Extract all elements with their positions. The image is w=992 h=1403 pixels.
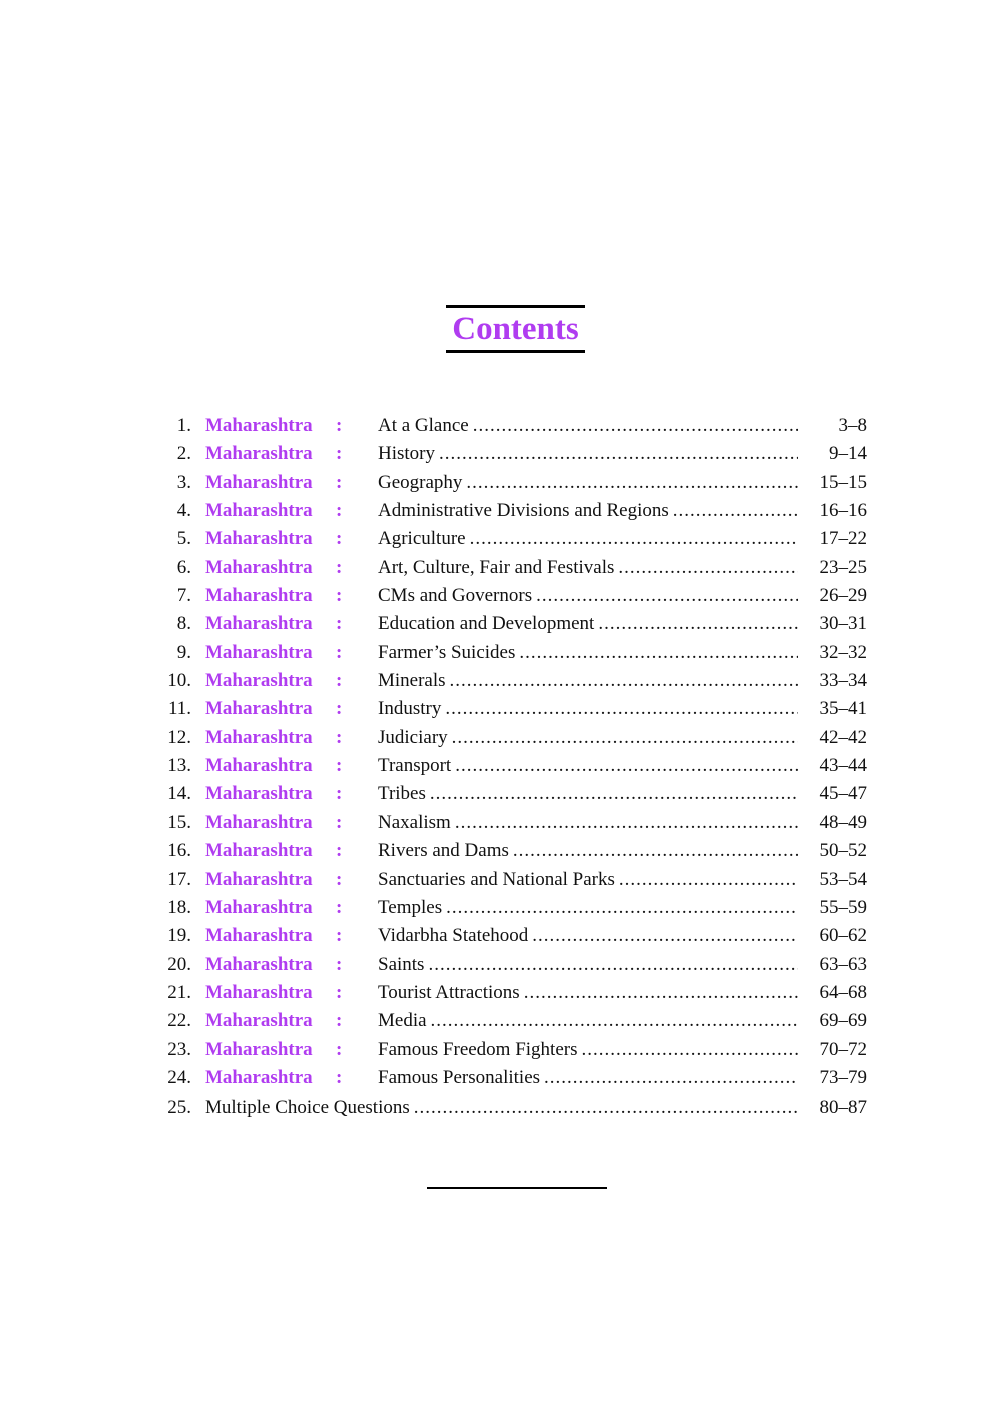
toc-page-range: 69–69 xyxy=(819,1010,867,1032)
toc-topic: Temples xyxy=(378,896,443,918)
toc-separator: : xyxy=(336,641,343,663)
toc-state-label: Maharashtra xyxy=(205,500,313,522)
toc-topic: Education and Development xyxy=(378,613,595,635)
toc-page-range: 43–44 xyxy=(819,755,867,777)
toc-row xyxy=(0,922,992,950)
toc-page-range: 80–87 xyxy=(819,1097,867,1119)
toc-entry xyxy=(205,1094,798,1122)
toc-state-label: Maharashtra xyxy=(205,868,313,890)
toc-topic: Minerals xyxy=(378,670,446,692)
toc-state-label: Maharashtra xyxy=(205,443,313,465)
toc-leader-dots xyxy=(445,695,798,723)
toc-topic: Industry xyxy=(378,698,442,720)
toc-entry xyxy=(378,1007,798,1035)
toc-item-number: 17. xyxy=(167,868,191,890)
toc-page-range: 32–32 xyxy=(819,641,867,663)
toc-topic: Judiciary xyxy=(378,726,448,748)
toc-separator: : xyxy=(336,471,343,493)
toc-page-range: 16–16 xyxy=(819,500,867,522)
toc-item-number: 6. xyxy=(176,556,191,578)
toc-row xyxy=(0,1064,992,1092)
toc-row xyxy=(0,979,992,1007)
toc-leader-dots xyxy=(532,922,798,950)
toc-separator: : xyxy=(336,613,343,635)
toc-topic: At a Glance xyxy=(378,415,469,436)
toc-leader-dots xyxy=(598,610,798,638)
toc-topic: Administrative Divisions and Regions xyxy=(378,500,669,522)
toc-entry xyxy=(378,667,798,695)
toc-topic: Geography xyxy=(378,471,463,493)
toc-leader-dots xyxy=(673,497,798,525)
toc-item-number: 1. xyxy=(176,415,191,436)
toc-leader-dots xyxy=(446,894,798,922)
toc-leader-dots xyxy=(619,866,798,894)
toc-row xyxy=(0,440,992,468)
toc-leader-dots xyxy=(452,724,798,752)
toc-row xyxy=(0,554,992,582)
toc-separator: : xyxy=(336,896,343,918)
toc-topic: Famous Freedom Fighters xyxy=(378,1038,578,1060)
toc-page-range: 33–34 xyxy=(819,670,867,692)
toc-topic: Vidarbha Statehood xyxy=(378,925,529,947)
toc-topic: Saints xyxy=(378,953,425,975)
toc-leader-dots xyxy=(428,951,798,979)
toc-state-label: Maharashtra xyxy=(205,755,313,777)
toc-item-number: 15. xyxy=(167,811,191,833)
toc-topic: Naxalism xyxy=(378,811,451,833)
toc-page-range: 23–25 xyxy=(819,556,867,578)
toc-item-number: 16. xyxy=(167,840,191,862)
toc-leader-dots xyxy=(536,582,798,610)
toc-page-range: 45–47 xyxy=(819,783,867,805)
toc-entry xyxy=(378,780,798,808)
toc-item-number: 9. xyxy=(176,641,191,663)
toc-item-number: 14. xyxy=(167,783,191,805)
toc-leader-dots xyxy=(544,1064,798,1092)
toc-state-label: Maharashtra xyxy=(205,641,313,663)
toc-topic: Rivers and Dams xyxy=(378,840,509,862)
toc-topic: Art, Culture, Fair and Festivals xyxy=(378,556,615,578)
toc-state-label: Maharashtra xyxy=(205,585,313,607)
toc-row xyxy=(0,894,992,922)
toc-state-label: Maharashtra xyxy=(205,783,313,805)
toc-leader-dots xyxy=(455,752,798,780)
toc-topic: Multiple Choice Questions xyxy=(205,1097,410,1119)
toc-item-number: 25. xyxy=(167,1097,191,1119)
toc-row xyxy=(0,809,992,837)
toc-state-label: Maharashtra xyxy=(205,896,313,918)
toc-topic: Transport xyxy=(378,755,452,777)
toc-page-range: 48–49 xyxy=(819,811,867,833)
toc-state-label: Maharashtra xyxy=(205,415,313,436)
toc-separator: : xyxy=(336,726,343,748)
toc-leader-dots xyxy=(455,809,798,837)
toc-page-range: 30–31 xyxy=(819,613,867,635)
toc-separator: : xyxy=(336,868,343,890)
toc-topic: Tribes xyxy=(378,783,426,805)
toc-page-range: 26–29 xyxy=(819,585,867,607)
toc-item-number: 4. xyxy=(176,500,191,522)
toc-entry xyxy=(378,809,798,837)
toc-state-label: Maharashtra xyxy=(205,698,313,720)
toc-item-number: 23. xyxy=(167,1038,191,1060)
toc-item-number: 20. xyxy=(167,953,191,975)
toc-separator: : xyxy=(336,925,343,947)
toc-leader-dots xyxy=(431,1007,798,1035)
toc-row-final xyxy=(0,1094,992,1122)
toc-topic: Agriculture xyxy=(378,528,466,550)
toc-separator: : xyxy=(336,585,343,607)
toc-leader-dots xyxy=(519,639,798,667)
toc-leader-dots xyxy=(450,667,798,695)
toc-row xyxy=(0,1007,992,1035)
toc-item-number: 24. xyxy=(167,1066,191,1088)
toc-state-label: Maharashtra xyxy=(205,670,313,692)
toc-separator: : xyxy=(336,755,343,777)
toc-page-range: 50–52 xyxy=(819,840,867,862)
toc-separator: : xyxy=(336,1066,343,1088)
toc-row xyxy=(0,582,992,610)
toc-separator: : xyxy=(336,953,343,975)
toc-page-range: 15–15 xyxy=(819,471,867,493)
toc-row xyxy=(0,695,992,723)
toc-separator: : xyxy=(336,528,343,550)
end-divider xyxy=(427,1187,607,1189)
toc-leader-dots xyxy=(582,1036,799,1064)
toc-page-range: 35–41 xyxy=(819,698,867,720)
toc-entry xyxy=(378,582,798,610)
toc-row xyxy=(0,667,992,695)
toc-entry xyxy=(378,554,798,582)
toc-leader-dots xyxy=(414,1094,798,1122)
toc-topic: History xyxy=(378,443,435,465)
toc-item-number: 5. xyxy=(176,528,191,550)
toc-row xyxy=(0,610,992,638)
toc-separator: : xyxy=(336,1038,343,1060)
toc-entry xyxy=(378,497,798,525)
toc-state-label: Maharashtra xyxy=(205,840,313,862)
toc-entry xyxy=(378,866,798,894)
toc-entry xyxy=(378,752,798,780)
toc-state-label: Maharashtra xyxy=(205,528,313,550)
toc-item-number: 10. xyxy=(167,670,191,692)
toc-state-label: Maharashtra xyxy=(205,1038,313,1060)
toc-item-number: 22. xyxy=(167,1010,191,1032)
toc-leader-dots xyxy=(513,837,798,865)
toc-leader-dots xyxy=(473,412,798,440)
toc-separator: : xyxy=(336,556,343,578)
toc-entry xyxy=(378,979,798,1007)
toc-entry xyxy=(378,469,798,497)
toc-page-range: 63–63 xyxy=(819,953,867,975)
toc-state-label: Maharashtra xyxy=(205,726,313,748)
toc-page-range: 9–14 xyxy=(829,443,867,465)
toc-page-range: 3–8 xyxy=(838,415,867,436)
toc-item-number: 11. xyxy=(167,698,191,720)
toc-state-label: Maharashtra xyxy=(205,811,313,833)
toc-row xyxy=(0,497,992,525)
toc-item-number: 12. xyxy=(167,726,191,748)
toc-entry xyxy=(378,922,798,950)
toc-row xyxy=(0,837,992,865)
toc-entry xyxy=(378,724,798,752)
toc-entry xyxy=(378,951,798,979)
toc-topic: Tourist Attractions xyxy=(378,981,520,1003)
toc-separator: : xyxy=(336,1010,343,1032)
toc-entry xyxy=(378,837,798,865)
toc-state-label: Maharashtra xyxy=(205,1010,313,1032)
toc-row xyxy=(0,469,992,497)
toc-page-range: 53–54 xyxy=(819,868,867,890)
toc-item-number: 2. xyxy=(176,443,191,465)
toc-item-number: 19. xyxy=(167,925,191,947)
toc-state-label: Maharashtra xyxy=(205,556,313,578)
toc-page-range: 64–68 xyxy=(819,981,867,1003)
page-title: Contents xyxy=(452,311,579,347)
toc-leader-dots xyxy=(439,440,798,468)
toc-row xyxy=(0,724,992,752)
toc-topic: Farmer’s Suicides xyxy=(378,641,516,663)
toc-page-range: 70–72 xyxy=(819,1038,867,1060)
toc-entry xyxy=(378,525,798,553)
toc-row xyxy=(0,752,992,780)
toc-leader-dots xyxy=(524,979,798,1007)
toc-entry xyxy=(378,440,798,468)
toc-page-range: 17–22 xyxy=(819,528,867,550)
toc-item-number: 18. xyxy=(167,896,191,918)
toc-topic: Famous Personalities xyxy=(378,1066,541,1088)
toc-entry xyxy=(378,1036,798,1064)
toc-state-label: Maharashtra xyxy=(205,613,313,635)
toc-row xyxy=(0,412,992,440)
toc-topic: CMs and Governors xyxy=(378,585,533,607)
toc-page-range: 42–42 xyxy=(819,726,867,748)
toc-page-range: 60–62 xyxy=(819,925,867,947)
toc-leader-dots xyxy=(466,469,798,497)
toc-entry xyxy=(378,610,798,638)
toc-entry xyxy=(378,1064,798,1092)
toc-entry xyxy=(378,894,798,922)
toc-separator: : xyxy=(336,443,343,465)
toc-state-label: Maharashtra xyxy=(205,1066,313,1088)
toc-row xyxy=(0,780,992,808)
table-of-contents xyxy=(0,412,992,1123)
toc-state-label: Maharashtra xyxy=(205,953,313,975)
toc-item-number: 13. xyxy=(167,755,191,777)
toc-topic: Media xyxy=(378,1010,427,1032)
toc-topic: Sanctuaries and National Parks xyxy=(378,868,615,890)
toc-separator: : xyxy=(336,840,343,862)
toc-row xyxy=(0,639,992,667)
toc-separator: : xyxy=(336,811,343,833)
toc-separator: : xyxy=(336,415,343,436)
toc-leader-dots xyxy=(470,525,798,553)
toc-separator: : xyxy=(336,981,343,1003)
toc-page-range: 55–59 xyxy=(819,896,867,918)
toc-entry xyxy=(378,412,798,440)
toc-separator: : xyxy=(336,500,343,522)
toc-item-number: 7. xyxy=(176,585,191,607)
toc-state-label: Maharashtra xyxy=(205,981,313,1003)
toc-separator: : xyxy=(336,670,343,692)
toc-separator: : xyxy=(336,698,343,720)
toc-leader-dots xyxy=(618,554,798,582)
toc-state-label: Maharashtra xyxy=(205,471,313,493)
toc-entry xyxy=(378,695,798,723)
contents-title-frame xyxy=(446,305,585,353)
toc-item-number: 3. xyxy=(176,471,191,493)
toc-leader-dots xyxy=(430,780,798,808)
toc-item-number: 21. xyxy=(167,981,191,1003)
toc-row xyxy=(0,1036,992,1064)
toc-separator: : xyxy=(336,783,343,805)
toc-page-range: 73–79 xyxy=(819,1066,867,1088)
toc-row xyxy=(0,951,992,979)
toc-state-label: Maharashtra xyxy=(205,925,313,947)
toc-row xyxy=(0,525,992,553)
toc-item-number: 8. xyxy=(176,613,191,635)
toc-row xyxy=(0,866,992,894)
toc-entry xyxy=(378,639,798,667)
